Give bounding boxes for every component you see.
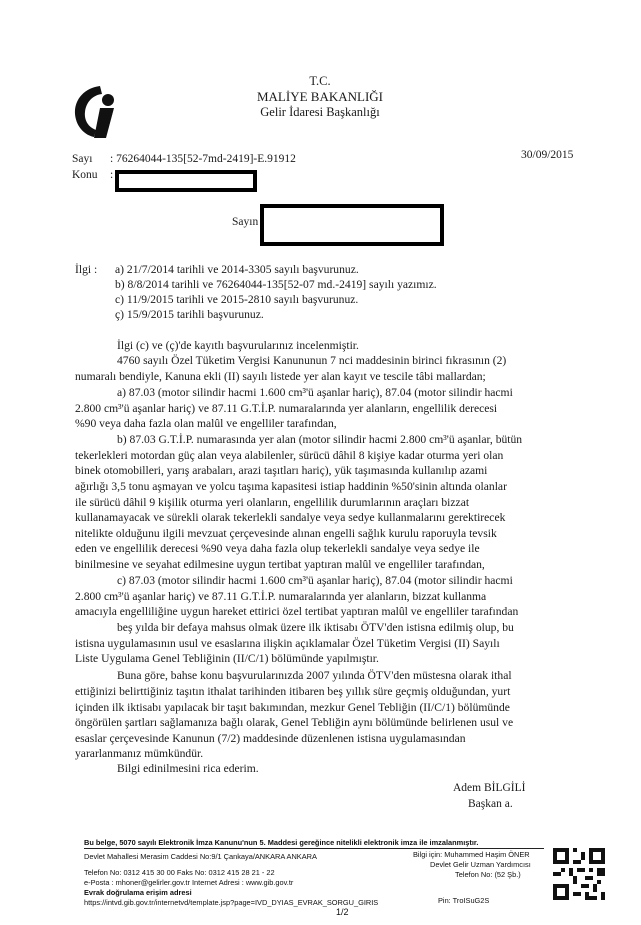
body-line: kullanamayacak ve sürekli olarak tekerlekli sandalye veya sedye kullanmalarını gerektirecek [75, 511, 506, 524]
ilgi-label: İlgi : [75, 263, 98, 276]
footer-divider [84, 848, 544, 849]
footer-verify-label: Evrak doğrulama erişim adresi [84, 888, 192, 897]
body-line: a) 87.03 (motor silindir hacmi 1.600 cm³'ü aşanlar hariç), 87.04 (motor silindir hacmi [117, 386, 513, 399]
body-line: istisna uygulamasının usul ve esaslarına ilişkin açıklamalar Özel Tüketim Vergisi (II) Sayılı [75, 637, 500, 650]
body-line: ağırlığı 3,5 tonu aşmayan ve yolcu taşıma kapasitesi istiap haddinin %50'sinin altında olanlar [75, 480, 507, 493]
header-department: Gelir İdaresi Başkanlığı [260, 105, 380, 119]
recipient-label: Sayın [232, 216, 259, 228]
footer-address: Devlet Mahallesi Merasim Caddesi No:9/1 Çankaya/ANKARA ANKARA [84, 852, 317, 861]
ilgi-item: ç) 15/9/2015 tarihli başvurunuz. [115, 308, 264, 321]
footer-phone: Telefon No: 0312 415 30 00 Faks No: 0312 415 28 21 - 22 [84, 868, 275, 877]
body-line: c) 87.03 (motor silindir hacmi 1.600 cm³'ü aşanlar hariç), 87.04 (motor silindir hacmi [117, 574, 513, 587]
body-line: öngörülen şartları sağlamanıza bağlı olarak, Genel Tebliğin aynı bölümünde belirlenen usul ve [75, 716, 514, 729]
konu-label: Konu [72, 169, 98, 181]
body-line: 4760 sayılı Özel Tüketim Vergisi Kanununun 7 nci maddesinin birinci fıkrasının (2) [117, 354, 507, 367]
body-line: amacıyla engelliliğine uygun hareket ettirici özel tertibat yaptıran malûl ve engelliler tarafından [75, 605, 519, 618]
footer-email: e-Posta : mhoner@gelirler.gov.tr Internet Adresi : www.gib.gov.tr [84, 878, 294, 887]
signature-title: Başkan a. [468, 798, 513, 810]
sayi-value: : 76264044-135[52-7md-2419]-E.91912 [110, 153, 296, 165]
body-line: yararlanmanız mümkündür. [75, 747, 204, 760]
footer-verify-url[interactable]: https://intvd.gib.gov.tr/internetvd/template.jsp?page=IVD_DYIAS_EVRAK_SORGU_GIRIS [84, 898, 379, 907]
gib-logo [70, 82, 122, 140]
header-line-tc: T.C. [309, 74, 331, 88]
footer-info-phone: Telefon No: (52 Şb.) [455, 870, 521, 879]
body-line: b) 87.03 G.T.İ.P. numarasında yer alan (motor silindir hacmi 2.800 cm³'ü aşanlar, bütün [117, 433, 523, 446]
body-line: ettiğinizi belirttiğiniz taşıtın ithalat tarihinden itibaren beş yıllık süre geçmiş olduğundan, yurt [75, 685, 511, 698]
body-line: Bilgi edinilmesini rica ederim. [117, 762, 259, 775]
footer-pin: Pin: TroISuG2S [438, 896, 490, 905]
body-line: 2.800 cm³'ü aşanlar hariç) ve 87.11 G.T.İ.P. numaralarında yer alanların, engellilik derecesi [75, 402, 498, 415]
header-ministry: MALİYE BAKANLIĞI [256, 89, 383, 104]
body-line: numaralı bendiyle, Kanuna ekli (II) sayılı listede yer alan kayıt ve tescile tâbi mallardan; [75, 370, 486, 383]
recipient-redaction [260, 204, 444, 246]
body-line: eden ve engellilik derecesi %90 veya daha fazla olup tekerlekli sandalye veya sedye ile [75, 542, 480, 555]
footer-info-title: Devlet Gelir Uzman Yardımcısı [430, 860, 531, 869]
konu-redaction [115, 170, 257, 192]
signature-name: Adem BİLGİLİ [453, 782, 526, 794]
page-number: 1/2 [336, 907, 349, 917]
body-line: %90 veya daha fazla olan malûl ve engelliler tarafından, [75, 417, 337, 430]
body-line: 2.800 cm³'ü aşanlar hariç) ve 87.11 G.T.İ.P. numaralarında yer alanların, bizzat kullanma [75, 590, 487, 603]
document-date: 30/09/2015 [521, 149, 574, 161]
qr-code-icon [553, 848, 605, 900]
body-line: Buna göre, bahse konu başvurularınızda 2007 yılında ÖTV'den müstesna olarak ithal [117, 669, 512, 682]
body-line: esaslar çerçevesinde Kanunun (7/2) maddesinde düzenlenen istisna uygulamasından [75, 732, 466, 745]
body-line: binilmesine ve seyahat edilmesine uygun tertibat yaptıran malûl ve engelliler tarafından, [75, 558, 485, 571]
sayi-label: Sayı [72, 153, 93, 165]
gib-logo-icon [70, 82, 122, 140]
body-line: nitelikte olduğunu ilgili mevzuat çerçevesinde alınan engelli sağlık kurulu raporuyla tevsik [75, 527, 497, 540]
body-line: binek otomobilleri, yarış arabaları, arazi taşıtları hariç), yük taşımasında kullanılıp azami [75, 464, 488, 477]
body-line: beş yılda bir defaya mahsus olmak üzere ilk iktisabı ÖTV'den istisna edilmiş olup, bu [117, 621, 514, 634]
ilgi-item: c) 11/9/2015 tarihli ve 2015-2810 sayılı başvurunuz. [115, 293, 359, 306]
body-line: içinden ilk iktisabı yapılacak bir taşıt bakımından, mezkur Genel Tebliğin (II/C/1) bölümünde [75, 701, 510, 714]
ilgi-item: b) 8/8/2014 tarihli ve 76264044-135[52-07 md.-2419] sayılı yazımız. [115, 278, 437, 291]
body-line: ile sürücü dâhil 9 kişilik oturma yeri olanların, engellilik durumlarının araçları bizzat [75, 496, 470, 509]
body-line: İlgi (c) ve (ç)'de kayıtlı başvurularınız incelenmiştir. [117, 339, 359, 352]
esign-note: Bu belge, 5070 sayılı Elektronik İmza Kanunu'nun 5. Maddesi gereğince nitelikli elektronik imza ile imzalanmıştır. [84, 838, 479, 847]
footer-info-contact: Bilgi için: Muhammed Haşim ÖNER [413, 850, 530, 859]
ilgi-item: a) 21/7/2014 tarihli ve 2014-3305 sayılı başvurunuz. [115, 263, 359, 276]
body-line: Liste Uygulama Genel Tebliğinin (II/C/1) bölümünde yapılmıştır. [75, 652, 379, 665]
konu-value: : [110, 169, 114, 181]
body-line: tekerlekleri motordan güç alan veya alabilenler, sürücü dâhil 8 kişiye kadar oturma yeri olan [75, 449, 504, 462]
